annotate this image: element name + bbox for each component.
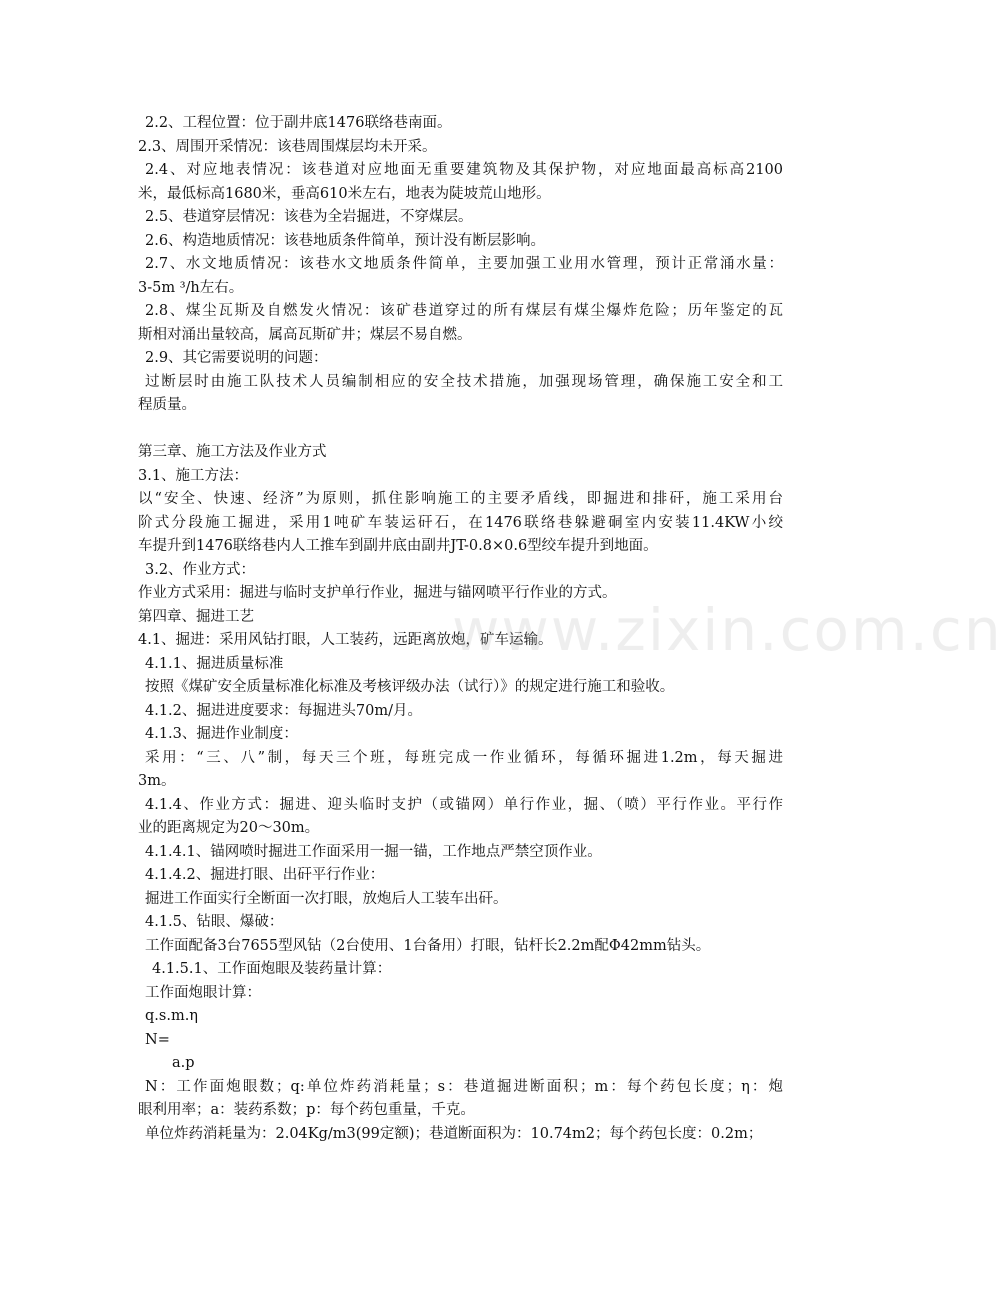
text-line: 3-5m ³/h左右。 [138, 279, 244, 296]
text-line: 掘进工作面实行全断面一次打眼，放炮后人工装车出矸。 [145, 890, 508, 907]
text-line: 2.9、其它需要说明的问题： [145, 350, 328, 366]
text-line: 阶式分段施工掘进，采用1吨矿车装运矸石，在1476联络巷躲避硐室内安装11.4KW小绞 [138, 514, 783, 531]
text-line: 采用：“三、八”制，每天三个班，每班完成一作业循环，每循环掘进1.2m，每天掘进 [145, 749, 783, 766]
text-line: 4.1.5.1、工作面炮眼及装药量计算： [152, 961, 392, 977]
blank-line [138, 418, 783, 442]
text-line: 2.8、煤尘瓦斯及自燃发火情况：该矿巷道穿过的所有煤层有煤尘爆炸危险；历年鉴定的瓦 [145, 303, 783, 319]
text-line: 3.1、施工方法： [138, 467, 249, 484]
text-line: 2.6、构造地质情况：该巷地质条件简单，预计没有断层影响。 [145, 232, 546, 249]
text-line: 米，最低标高1680米，垂高610米左右，地表为陡坡荒山地形。 [138, 185, 551, 202]
chapter-heading: 第三章、施工方法及作业方式 [138, 444, 327, 460]
text-line: 工作面炮眼计算： [145, 984, 261, 1001]
text-line: N：工作面炮眼数；q:单位炸药消耗量；s：巷道掘进断面积；m：每个药包长度；η：炮 [145, 1078, 783, 1095]
chapter-heading: 第四章、掘进工艺 [138, 608, 254, 625]
formula-numerator: q.s.m.η [145, 1008, 198, 1024]
document-body [138, 112, 783, 1146]
text-line: 2.7、水文地质情况：该巷水文地质条件简单，主要加强工业用水管理，预计正常涌水量： [145, 256, 783, 272]
text-line: 2.2、工程位置：位于副井底1476联络巷南面。 [145, 115, 452, 131]
formula-lhs: N= [145, 1031, 170, 1048]
text-line: 3.2、作业方式： [145, 561, 256, 578]
text-line: 过断层时由施工队技术人员编制相应的安全技术措施，加强现场管理，确保施工安全和工 [145, 373, 783, 390]
text-line: 4.1.2、掘进进度要求：每掘进头70m/月。 [145, 702, 422, 719]
text-line: 4.1、掘进：采用风钻打眼，人工装药，远距离放炮，矿车运输。 [138, 632, 553, 648]
text-line: 2.5、巷道穿层情况：该巷为全岩掘进，不穿煤层。 [145, 209, 473, 225]
text-line: 4.1.3、掘进作业制度： [145, 726, 298, 742]
text-line: 斯相对涌出量较高，属高瓦斯矿井；煤层不易自燃。 [138, 326, 472, 343]
text-line: 4.1.4、作业方式：掘进、迎头临时支护（或锚网）单行作业，掘、（喷）平行作业。平行作 [145, 796, 783, 813]
text-line: 眼利用率；a：装药系数；p：每个药包重量，千克。 [138, 1102, 475, 1118]
formula-denominator: a.p [172, 1055, 195, 1071]
text-line: 业的距离规定为20～30m。 [138, 820, 320, 836]
text-line: 4.1.5、钻眼、爆破： [145, 914, 284, 930]
text-line: 2.3、周围开采情况：该巷周围煤层均未开采。 [138, 138, 437, 155]
text-line: 单位炸药消耗量为：2.04Kg/m3(99定额)；巷道断面积为：10.74m2；每个药包长度：0.2m； [145, 1125, 763, 1142]
text-line: 作业方式采用：掘进与临时支护单行作业，掘进与锚网喷平行作业的方式。 [138, 585, 617, 601]
text-line: 以“安全、快速、经济”为原则，抓住影响施工的主要矛盾线，即掘进和排矸，施工采用台 [138, 491, 783, 507]
text-line: 4.1.1、掘进质量标准 [145, 655, 284, 672]
text-line: 3m。 [138, 773, 176, 789]
text-line: 按照《煤矿安全质量标准化标准及考核评级办法（试行）》的规定进行施工和验收。 [145, 679, 675, 695]
text-line: 4.1.4.1、锚网喷时掘进工作面采用一掘一锚，工作地点严禁空顶作业。 [145, 843, 602, 860]
watermark: www.zixin.com.cn [452, 596, 1003, 664]
text-line: 程质量。 [138, 397, 196, 413]
text-line: 4.1.4.2、掘进打眼、出矸平行作业： [145, 867, 385, 883]
text-line: 工作面配备3台7655型风钻（2台使用、1台备用）打眼，钻杆长2.2m配Φ42mm钻头。 [145, 937, 711, 954]
text-line: 2.4、对应地表情况：该巷道对应地面无重要建筑物及其保护物，对应地面最高标高2100 [145, 162, 783, 178]
text-line: 车提升到1476联络巷内人工推车到副井底由副井JT-0.8×0.6型绞车提升到地面。 [138, 538, 658, 554]
